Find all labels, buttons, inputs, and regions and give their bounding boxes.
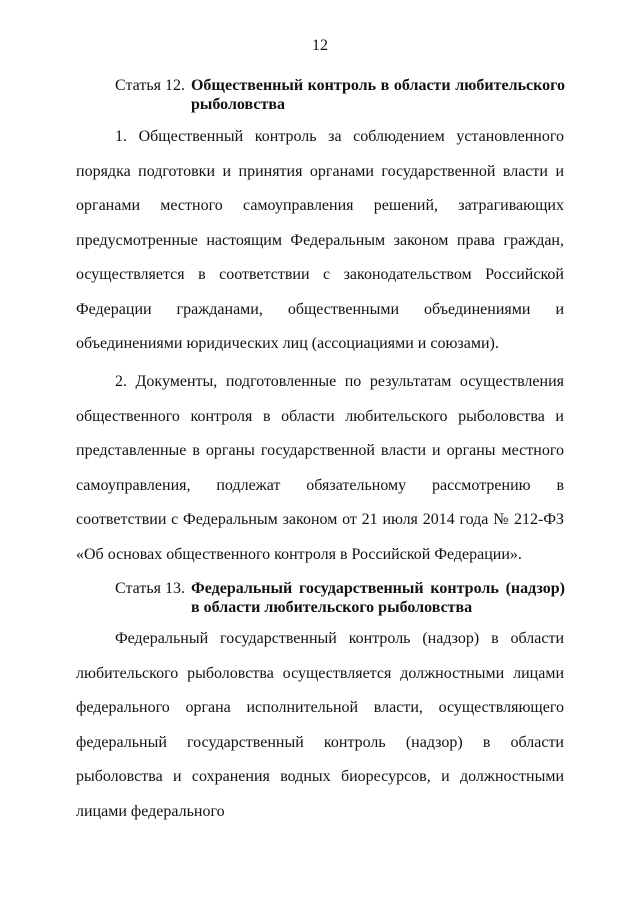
article-12-heading (115, 76, 565, 114)
article-12-label: Статья 12. (115, 77, 185, 94)
article-12-paragraph-1: 1. Общественный контроль за соблюдением установленного порядка подготовки и принятия органами государственной власти и органами местного самоуправления решений, затрагивающих предусмотренные настоящим Федеральным законом права граждан, осуществляется в соответствии с законодательством Российской Федерации гражданами, общественными объединениями и объединениями юридических лиц (ассоциациями и союзами). (76, 128, 564, 352)
article-13-label: Статья 13. (115, 580, 185, 597)
article-12-title: Общественный контроль в области любительского рыболовства (190, 77, 565, 113)
article-13-heading (115, 579, 565, 617)
article-13-paragraph-1: Федеральный государственный контроль (надзор) в области любительского рыболовства осуществляется должностными лицами федерального органа исполнительной власти, осуществляющего федеральный государственный контроль (надзор) в области рыболовства и сохранения водных биоресурсов, и должностными лицами федерального (76, 630, 564, 820)
page-number: 12 (312, 37, 328, 54)
article-12-paragraph-2: 2. Документы, подготовленные по результатам осуществления общественного контроля в области любительского рыболовства и представленные в органы государственной власти и органы местного самоуправления, подлежат обязательному рассмотрению в соответствии с Федеральным законом от 21 июля 2014 года № 212-ФЗ «Об основах общественного контроля в Российской Федерации». (76, 373, 564, 563)
article-13-title: Федеральный государственный контроль (надзор) в области любительского рыболовства (190, 580, 565, 616)
